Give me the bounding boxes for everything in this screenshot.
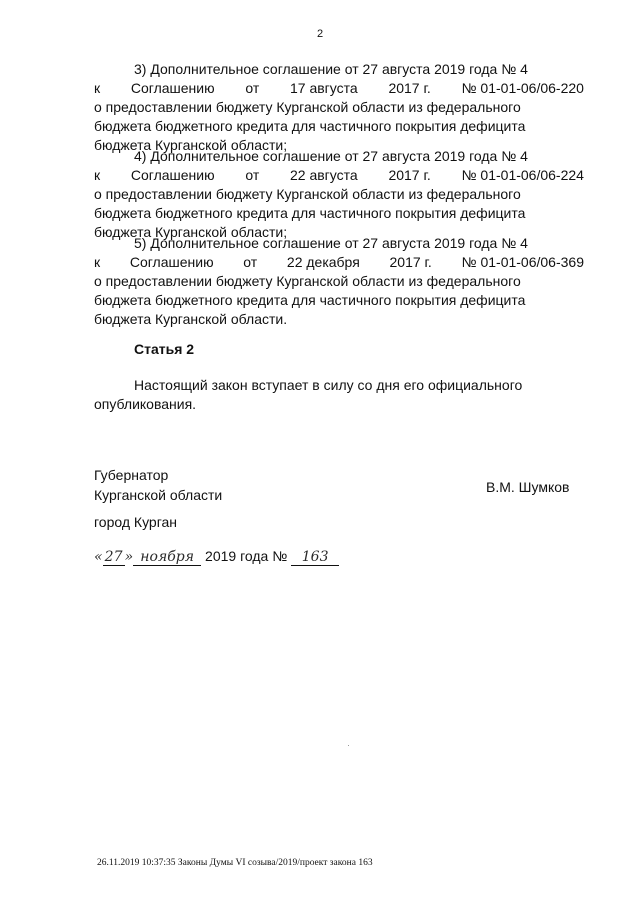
page-number: 2: [316, 28, 324, 40]
item-text-line: бюджета Курганской области;: [94, 137, 288, 153]
list-item: [94, 60, 584, 155]
article-body: [94, 376, 584, 414]
signatory-title-line: Губернатор: [94, 467, 169, 483]
item-text-line: о предоставлении бюджету Курганской области из федерального: [94, 186, 521, 202]
item-agreement-line: к Соглашению от 22 декабря 2017 г. № 01-01-06/06-369: [94, 254, 584, 270]
item-text-line: о предоставлении бюджету Курганской области из федерального: [94, 273, 521, 289]
date-year-text: 2019 года №: [205, 548, 288, 564]
item-text-line: бюджета бюджетного кредита для частичного покрытия дефицита: [94, 118, 526, 134]
footer-path: 26.11.2019 10:37:35 Законы Думы VI созыва/2019/проект закона 163: [97, 858, 373, 868]
item-text-line: о предоставлении бюджету Курганской области из федерального: [94, 99, 521, 115]
date-open-quote: «: [94, 549, 103, 565]
article-text-line: опубликования.: [94, 396, 197, 412]
item-first-line: 5) Дополнительное соглашение от 27 августа 2019 года № 4: [134, 235, 528, 251]
law-number: 163: [291, 549, 339, 566]
item-text-line: бюджета Курганской области.: [94, 311, 288, 327]
item-text-line: бюджета бюджетного кредита для частичного покрытия дефицита: [94, 292, 526, 308]
signatory-title-line: Курганской области: [94, 487, 223, 503]
city-line: город Курган: [94, 514, 178, 530]
scan-speck: [348, 745, 349, 746]
item-text-line: бюджета Курганской области;: [94, 224, 288, 240]
signatory-title: [94, 465, 222, 505]
date-day: 27: [103, 549, 125, 566]
date-month: ноября: [133, 549, 201, 566]
item-first-line: 4) Дополнительное соглашение от 27 августа 2019 года № 4: [134, 148, 528, 164]
item-agreement-line: к Соглашению от 22 августа 2017 г. № 01-01-06/06-224: [94, 167, 584, 183]
item-agreement-line: к Соглашению от 17 августа 2017 г. № 01-01-06/06-220: [94, 80, 584, 96]
date-close-quote: »: [124, 549, 134, 565]
list-item: [94, 234, 584, 329]
item-first-line: 3) Дополнительное соглашение от 27 августа 2019 года № 4: [134, 61, 528, 77]
article-heading: Статья 2: [134, 341, 195, 357]
item-text-line: бюджета бюджетного кредита для частичного покрытия дефицита: [94, 205, 526, 221]
article-text-line: Настоящий закон вступает в силу со дня его официального: [134, 377, 523, 393]
date-line: [94, 548, 339, 566]
list-item: [94, 147, 584, 242]
signatory-name: В.М. Шумков: [486, 479, 570, 495]
